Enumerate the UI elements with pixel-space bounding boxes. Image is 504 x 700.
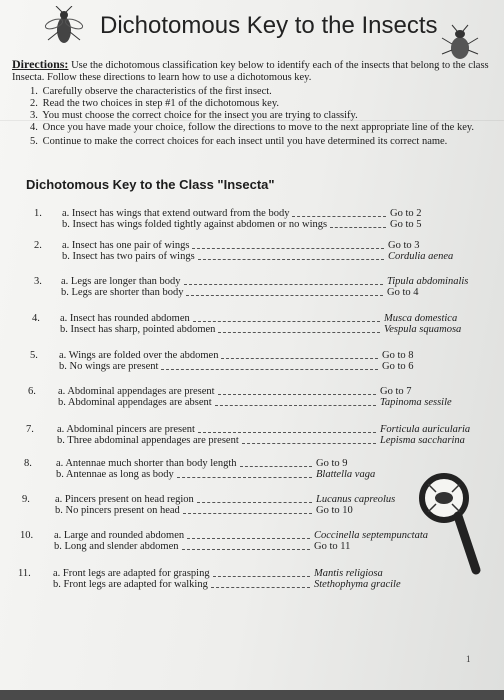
key-result-a: Mantis religiosa <box>314 568 383 579</box>
key-choice-a: a. Legs are longer than body <box>61 276 181 287</box>
leader-dashes <box>218 332 380 333</box>
directions-label: Directions: <box>12 57 69 71</box>
key-step-number: 1. <box>34 208 42 219</box>
key-result-b: Go to 5 <box>390 219 422 230</box>
key-result-a: Go to 7 <box>380 386 412 397</box>
key-step-number: 7. <box>26 424 34 435</box>
leader-dashes <box>221 358 378 359</box>
directions-step: 2. Read the two choices in step #1 of the dichotomous key. <box>30 98 280 109</box>
key-choice-b: b. Insect has two pairs of wings <box>62 251 195 262</box>
key-result-a: Musca domestica <box>384 313 458 324</box>
key-choice-b: b. Legs are shorter than body <box>61 287 184 298</box>
key-result-a: Coccinella septempunctata <box>314 530 429 541</box>
leader-dashes <box>161 369 378 370</box>
key-result-b: Stethophyma gracile <box>314 579 401 590</box>
key-choice-a: a. Front legs are adapted for grasping <box>53 568 210 579</box>
key-result-a: Go to 8 <box>382 350 414 361</box>
key-heading: Dichotomous Key to the Class "Insecta" <box>26 177 275 192</box>
key-result-b: Go to 6 <box>382 361 414 372</box>
key-result-b: Go to 4 <box>387 287 419 298</box>
directions-text: Use the dichotomous classification key below to identify each of the insects that belong to the class Insecta. Follow these directions to learn how to use a dichotomous key. <box>12 60 489 83</box>
key-choice-a: a. Insect has one pair of wings <box>62 240 190 251</box>
key-choice-b: b. Insect has sharp, pointed abdomen <box>60 324 216 335</box>
key-step-number: 9. <box>22 494 30 505</box>
key-result-a: Tipula abdominalis <box>387 276 469 287</box>
key-result-b: Blattella vaga <box>316 469 376 480</box>
key-choice-b: b. Three abdominal appendages are present <box>57 435 239 446</box>
key-choice-b: b. Long and slender abdomen <box>54 541 179 552</box>
directions-step: 1. Carefully observe the characteristics of the first insect. <box>30 86 272 97</box>
key-step-number: 3. <box>34 276 42 287</box>
leader-dashes <box>242 443 376 444</box>
key-choice-b: b. Insect has wings folded tightly against abdomen or no wings <box>62 219 328 230</box>
leader-dashes <box>211 587 310 588</box>
key-step-number: 10. <box>20 530 34 541</box>
directions-step: 5. Continue to make the correct choices for each insect until you have determined its correct name. <box>30 136 448 147</box>
key-step-number: 8. <box>24 458 32 469</box>
leader-dashes <box>292 216 386 217</box>
leader-dashes <box>330 227 386 228</box>
key-step-number: 2. <box>34 240 42 251</box>
page-title: Dichotomous Key to the Insects <box>100 12 438 39</box>
leader-dashes <box>213 576 310 577</box>
directions-step: 3. You must choose the correct choice for the insect you are trying to classify. <box>30 110 358 121</box>
leader-dashes <box>183 513 312 514</box>
key-result-a: Go to 2 <box>390 208 422 219</box>
key-choice-a: a. Pincers present on head region <box>55 494 194 505</box>
key-choice-a: a. Abdominal appendages are present <box>58 386 215 397</box>
leader-dashes <box>197 502 312 503</box>
key-result-a: Forticula auricularia <box>380 424 471 435</box>
leader-dashes <box>187 538 310 539</box>
leader-dashes <box>186 295 383 296</box>
leader-dashes <box>218 394 376 395</box>
key-result-a: Lucanus capreolus <box>316 494 396 505</box>
leader-dashes <box>198 432 376 433</box>
leader-dashes <box>177 477 312 478</box>
leader-dashes <box>215 405 376 406</box>
key-choice-a: a. Large and rounded abdomen <box>54 530 185 541</box>
leader-dashes <box>240 466 312 467</box>
key-step-number: 4. <box>32 313 40 324</box>
key-step-number: 6. <box>28 386 36 397</box>
key-choice-b: b. Front legs are adapted for walking <box>53 579 208 590</box>
directions-step: 4. Once you have made your choice, follow the directions to move to the next appropriate line of the key. <box>30 122 475 133</box>
key-result-b: Vespula squamosa <box>384 324 462 335</box>
key-result-b: Go to 10 <box>316 505 353 516</box>
key-choice-a: a. Insect has rounded abdomen <box>60 313 190 324</box>
key-step-number: 5. <box>30 350 38 361</box>
key-result-b: Cordulia aenea <box>388 251 454 262</box>
key-result-a: Go to 3 <box>388 240 420 251</box>
key-choice-a: a. Abdominal pincers are present <box>57 424 195 435</box>
key-result-b: Tapinoma sessile <box>380 397 452 408</box>
leader-dashes <box>193 321 380 322</box>
key-result-b: Lepisma saccharina <box>380 435 465 446</box>
key-choice-a: a. Wings are folded over the abdomen <box>59 350 219 361</box>
page-number: 1 <box>466 654 471 664</box>
leader-dashes <box>184 284 383 285</box>
insect-illustration-left <box>44 6 84 50</box>
key-choice-b: b. No wings are present <box>59 361 159 372</box>
directions-paragraph <box>12 58 500 84</box>
key-choice-a: a. Insect has wings that extend outward from the body <box>62 208 290 219</box>
leader-dashes <box>192 248 384 249</box>
magnifying-glass-icon <box>414 470 484 580</box>
key-result-b: Go to 11 <box>314 541 351 552</box>
leader-dashes <box>198 259 384 260</box>
key-choice-a: a. Antennae much shorter than body length <box>56 458 237 469</box>
key-result-a: Go to 9 <box>316 458 348 469</box>
key-choice-b: b. Abdominal appendages are absent <box>58 397 212 408</box>
key-step-number: 11. <box>18 568 31 579</box>
leader-dashes <box>182 549 310 550</box>
key-choice-b: b. Antennae as long as body <box>56 469 174 480</box>
directions-steps <box>30 86 500 148</box>
key-choice-b: b. No pincers present on head <box>55 505 180 516</box>
